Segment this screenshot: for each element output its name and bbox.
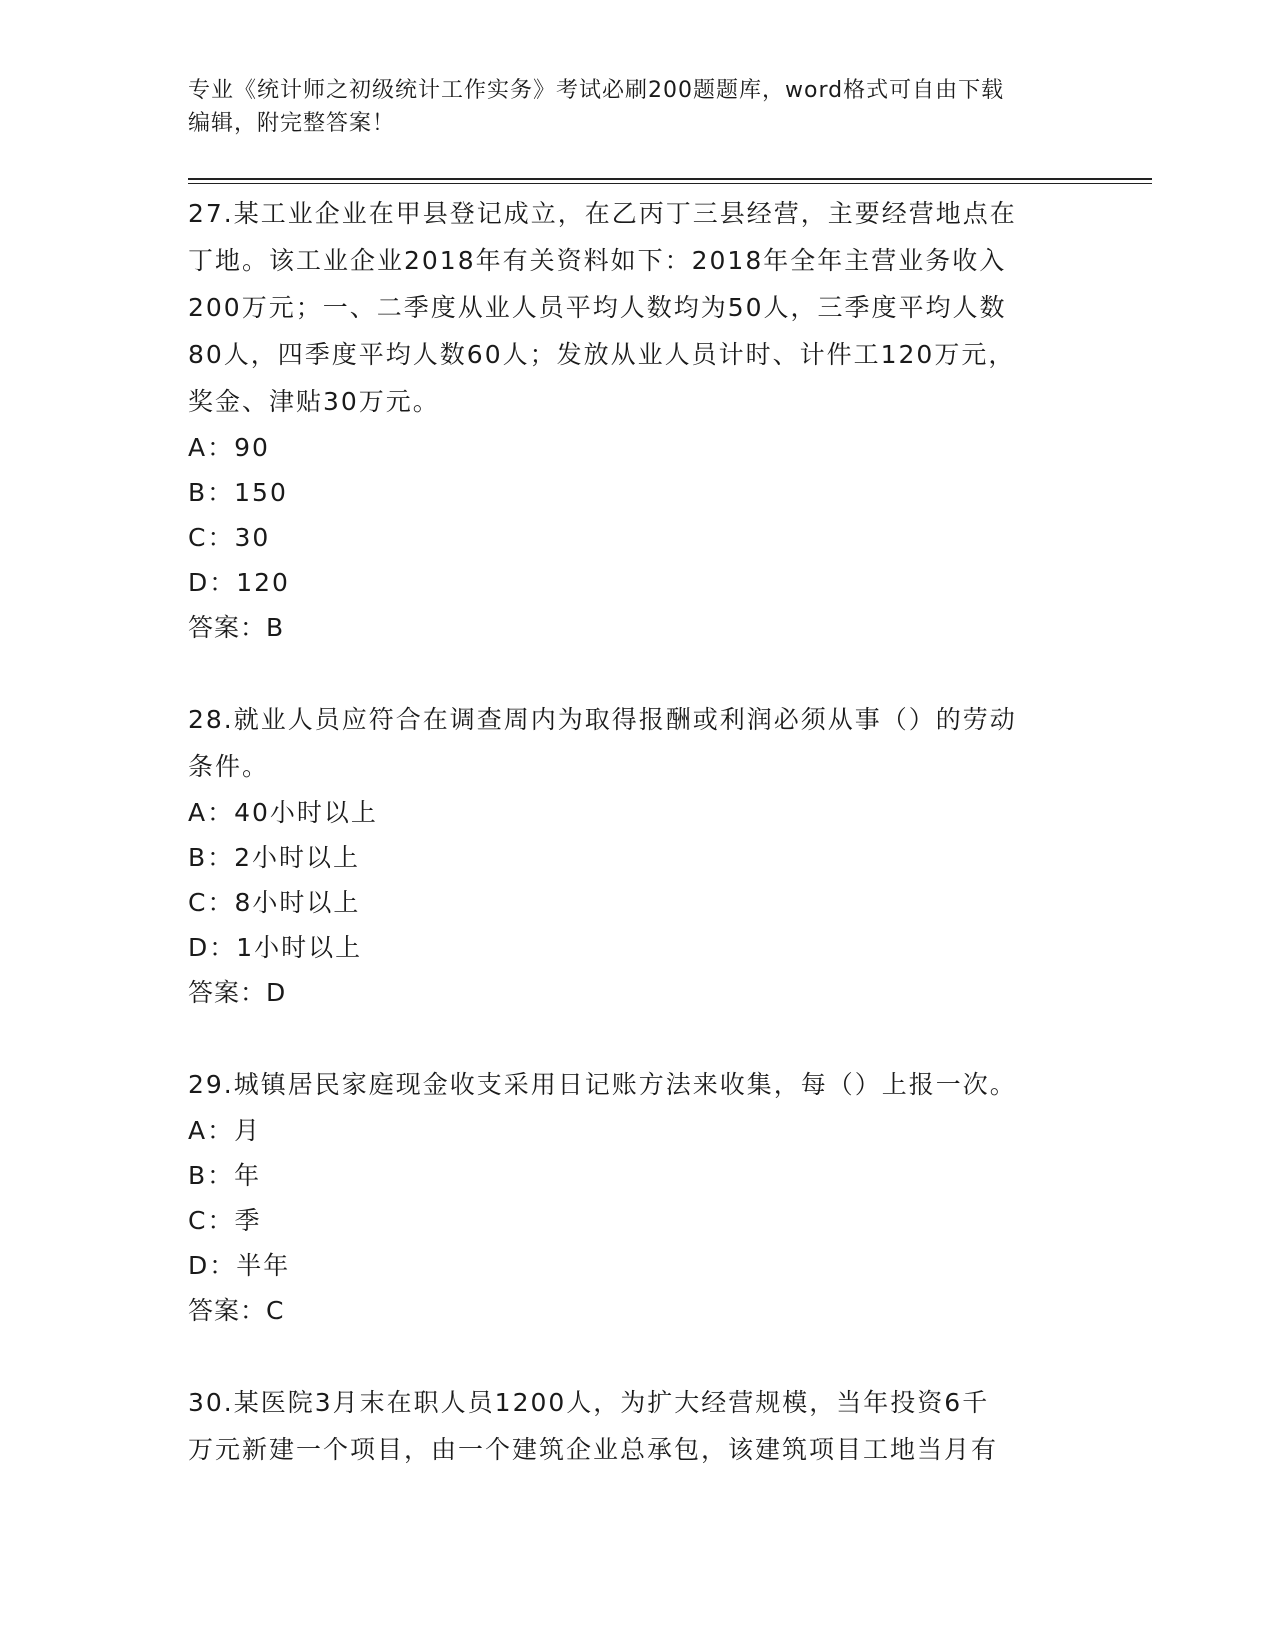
question-stem-line: 30.某医院3月末在职人员1200人，为扩大经营规模，当年投资6千: [188, 1388, 990, 1417]
question-stem-line: 奖金、津贴30万元。: [188, 387, 440, 416]
option-a: A：90: [188, 433, 270, 462]
question-30: [188, 1379, 1088, 1473]
question-29: [188, 1061, 1088, 1334]
option-b: B：2小时以上: [188, 843, 361, 872]
question-stem-line: 200万元；一、二季度从业人员平均人数均为50人，三季度平均人数: [188, 293, 1007, 322]
question-stem-line: 29.城镇居民家庭现金收支采用日记账方法来收集，每（）上报一次。: [188, 1070, 1017, 1099]
question-stem-line: 万元新建一个项目，由一个建筑企业总承包，该建筑项目工地当月有: [188, 1435, 999, 1464]
option-b: B：150: [188, 478, 288, 507]
question-stem-line: 28.就业人员应符合在调查周内为取得报酬或利润必须从事（）的劳动: [188, 705, 1017, 734]
question-list: [188, 190, 1088, 1518]
question-28: [188, 696, 1088, 1016]
header-line-2: 编辑，附完整答案！: [188, 111, 396, 136]
header-divider-thick: [188, 178, 1152, 180]
option-c: C：季: [188, 1206, 262, 1235]
header-divider-thin: [188, 183, 1152, 184]
answer-label: 答案：B: [188, 613, 285, 642]
option-d: D：1小时以上: [188, 933, 363, 962]
option-a: A：月: [188, 1116, 262, 1145]
answer-label: 答案：C: [188, 1296, 285, 1325]
option-c: C：8小时以上: [188, 888, 361, 917]
option-c: C：30: [188, 523, 271, 552]
option-b: B：年: [188, 1161, 262, 1190]
header-line-1: 专业《统计师之初级统计工作实务》考试必刷200题题库，word格式可自由下载: [188, 78, 1005, 103]
question-stem-line: 丁地。该工业企业2018年有关资料如下：2018年全年主营业务收入: [188, 246, 1007, 275]
question-stem-line: 27.某工业企业在甲县登记成立，在乙丙丁三县经营，主要经营地点在: [188, 199, 1017, 228]
question-stem-line: 条件。: [188, 752, 270, 781]
option-d: D：半年: [188, 1251, 291, 1280]
option-d: D：120: [188, 568, 290, 597]
option-a: A：40小时以上: [188, 798, 378, 827]
question-stem-line: 80人，四季度平均人数60人；发放从业人员计时、计件工120万元，: [188, 340, 1016, 369]
answer-label: 答案：D: [188, 978, 287, 1007]
question-27: [188, 190, 1088, 651]
document-header: [188, 74, 1068, 140]
